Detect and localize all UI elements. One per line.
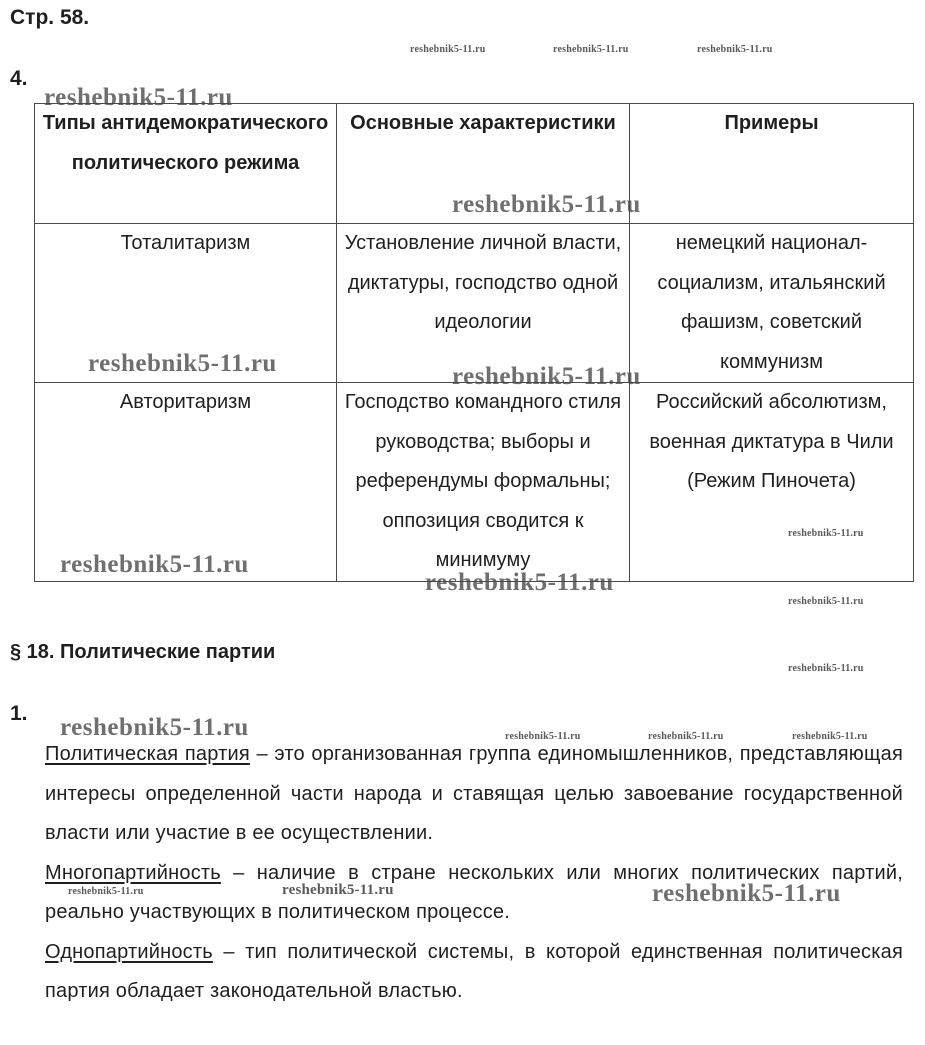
table-header-cell: Примеры: [630, 104, 914, 224]
definition-text: – тип политической системы, в которой единственная политическая партия обладает законодательной властью.: [45, 940, 903, 1002]
watermark: reshebnik5-11.ru: [282, 882, 394, 898]
watermark: reshebnik5-11.ru: [652, 880, 841, 907]
watermark: reshebnik5-11.ru: [60, 714, 249, 741]
table-cell: Господство командного стиля руководства; выборы и референдумы формальны; оппозиция сводится к минимуму: [337, 383, 630, 582]
table-header-cell: Типы антидемократического политического режима: [35, 104, 337, 224]
watermark: reshebnik5-11.ru: [410, 44, 486, 55]
definition-term: Многопартийность: [45, 861, 221, 884]
definition-paragraph: [45, 933, 903, 1012]
table-cell: Российский абсолютизм, военная диктатура в Чили (Режим Пиночета): [630, 383, 914, 582]
section-title: § 18. Политические партии: [10, 641, 276, 663]
definition-term: Политическая партия: [45, 743, 250, 765]
watermark: reshebnik5-11.ru: [505, 731, 581, 742]
watermark: reshebnik5-11.ru: [60, 551, 249, 578]
table-cell: Авторитаризм: [35, 383, 337, 582]
table-header-row: [35, 104, 914, 224]
watermark: reshebnik5-11.ru: [788, 528, 864, 539]
watermark: reshebnik5-11.ru: [68, 886, 144, 897]
task-number-4: 4.: [10, 67, 28, 90]
watermark: reshebnik5-11.ru: [788, 596, 864, 607]
watermark: reshebnik5-11.ru: [425, 569, 614, 596]
definition-term: Однопартийность: [45, 940, 213, 963]
table-cell: немецкий национал-социализм, итальянский фашизм, советский коммунизм: [630, 224, 914, 383]
page-number: Стр. 58.: [10, 6, 90, 29]
table-cell: Установление личной власти, диктатуры, господство одной идеологии: [337, 224, 630, 383]
definition-text: – это организованная группа единомышленников, представляющая интересы определенной части народа и ставящая целью завоевание государственной власти или участие в ее осуществлении.: [45, 743, 903, 844]
regimes-table: [34, 103, 914, 582]
watermark: reshebnik5-11.ru: [788, 663, 864, 674]
watermark: reshebnik5-11.ru: [452, 191, 641, 218]
table-row: [35, 383, 914, 582]
table-header-cell: Основные характеристики: [337, 104, 630, 224]
watermark: reshebnik5-11.ru: [44, 84, 233, 111]
watermark: reshebnik5-11.ru: [88, 350, 277, 377]
definition-paragraph: [45, 735, 903, 854]
task-number-1: 1.: [10, 702, 28, 725]
table-row: [35, 224, 914, 383]
definitions: [45, 735, 903, 1012]
watermark: reshebnik5-11.ru: [792, 731, 868, 742]
watermark: reshebnik5-11.ru: [452, 363, 641, 390]
table-cell: Тоталитаризм: [35, 224, 337, 383]
watermark: reshebnik5-11.ru: [553, 44, 629, 55]
definition-text: – наличие в стране нескольких или многих политических партий, реально участвующих в политическом процессе.: [45, 861, 903, 923]
definition-paragraph: [45, 854, 903, 933]
watermark: reshebnik5-11.ru: [648, 731, 724, 742]
watermark: reshebnik5-11.ru: [697, 44, 773, 55]
